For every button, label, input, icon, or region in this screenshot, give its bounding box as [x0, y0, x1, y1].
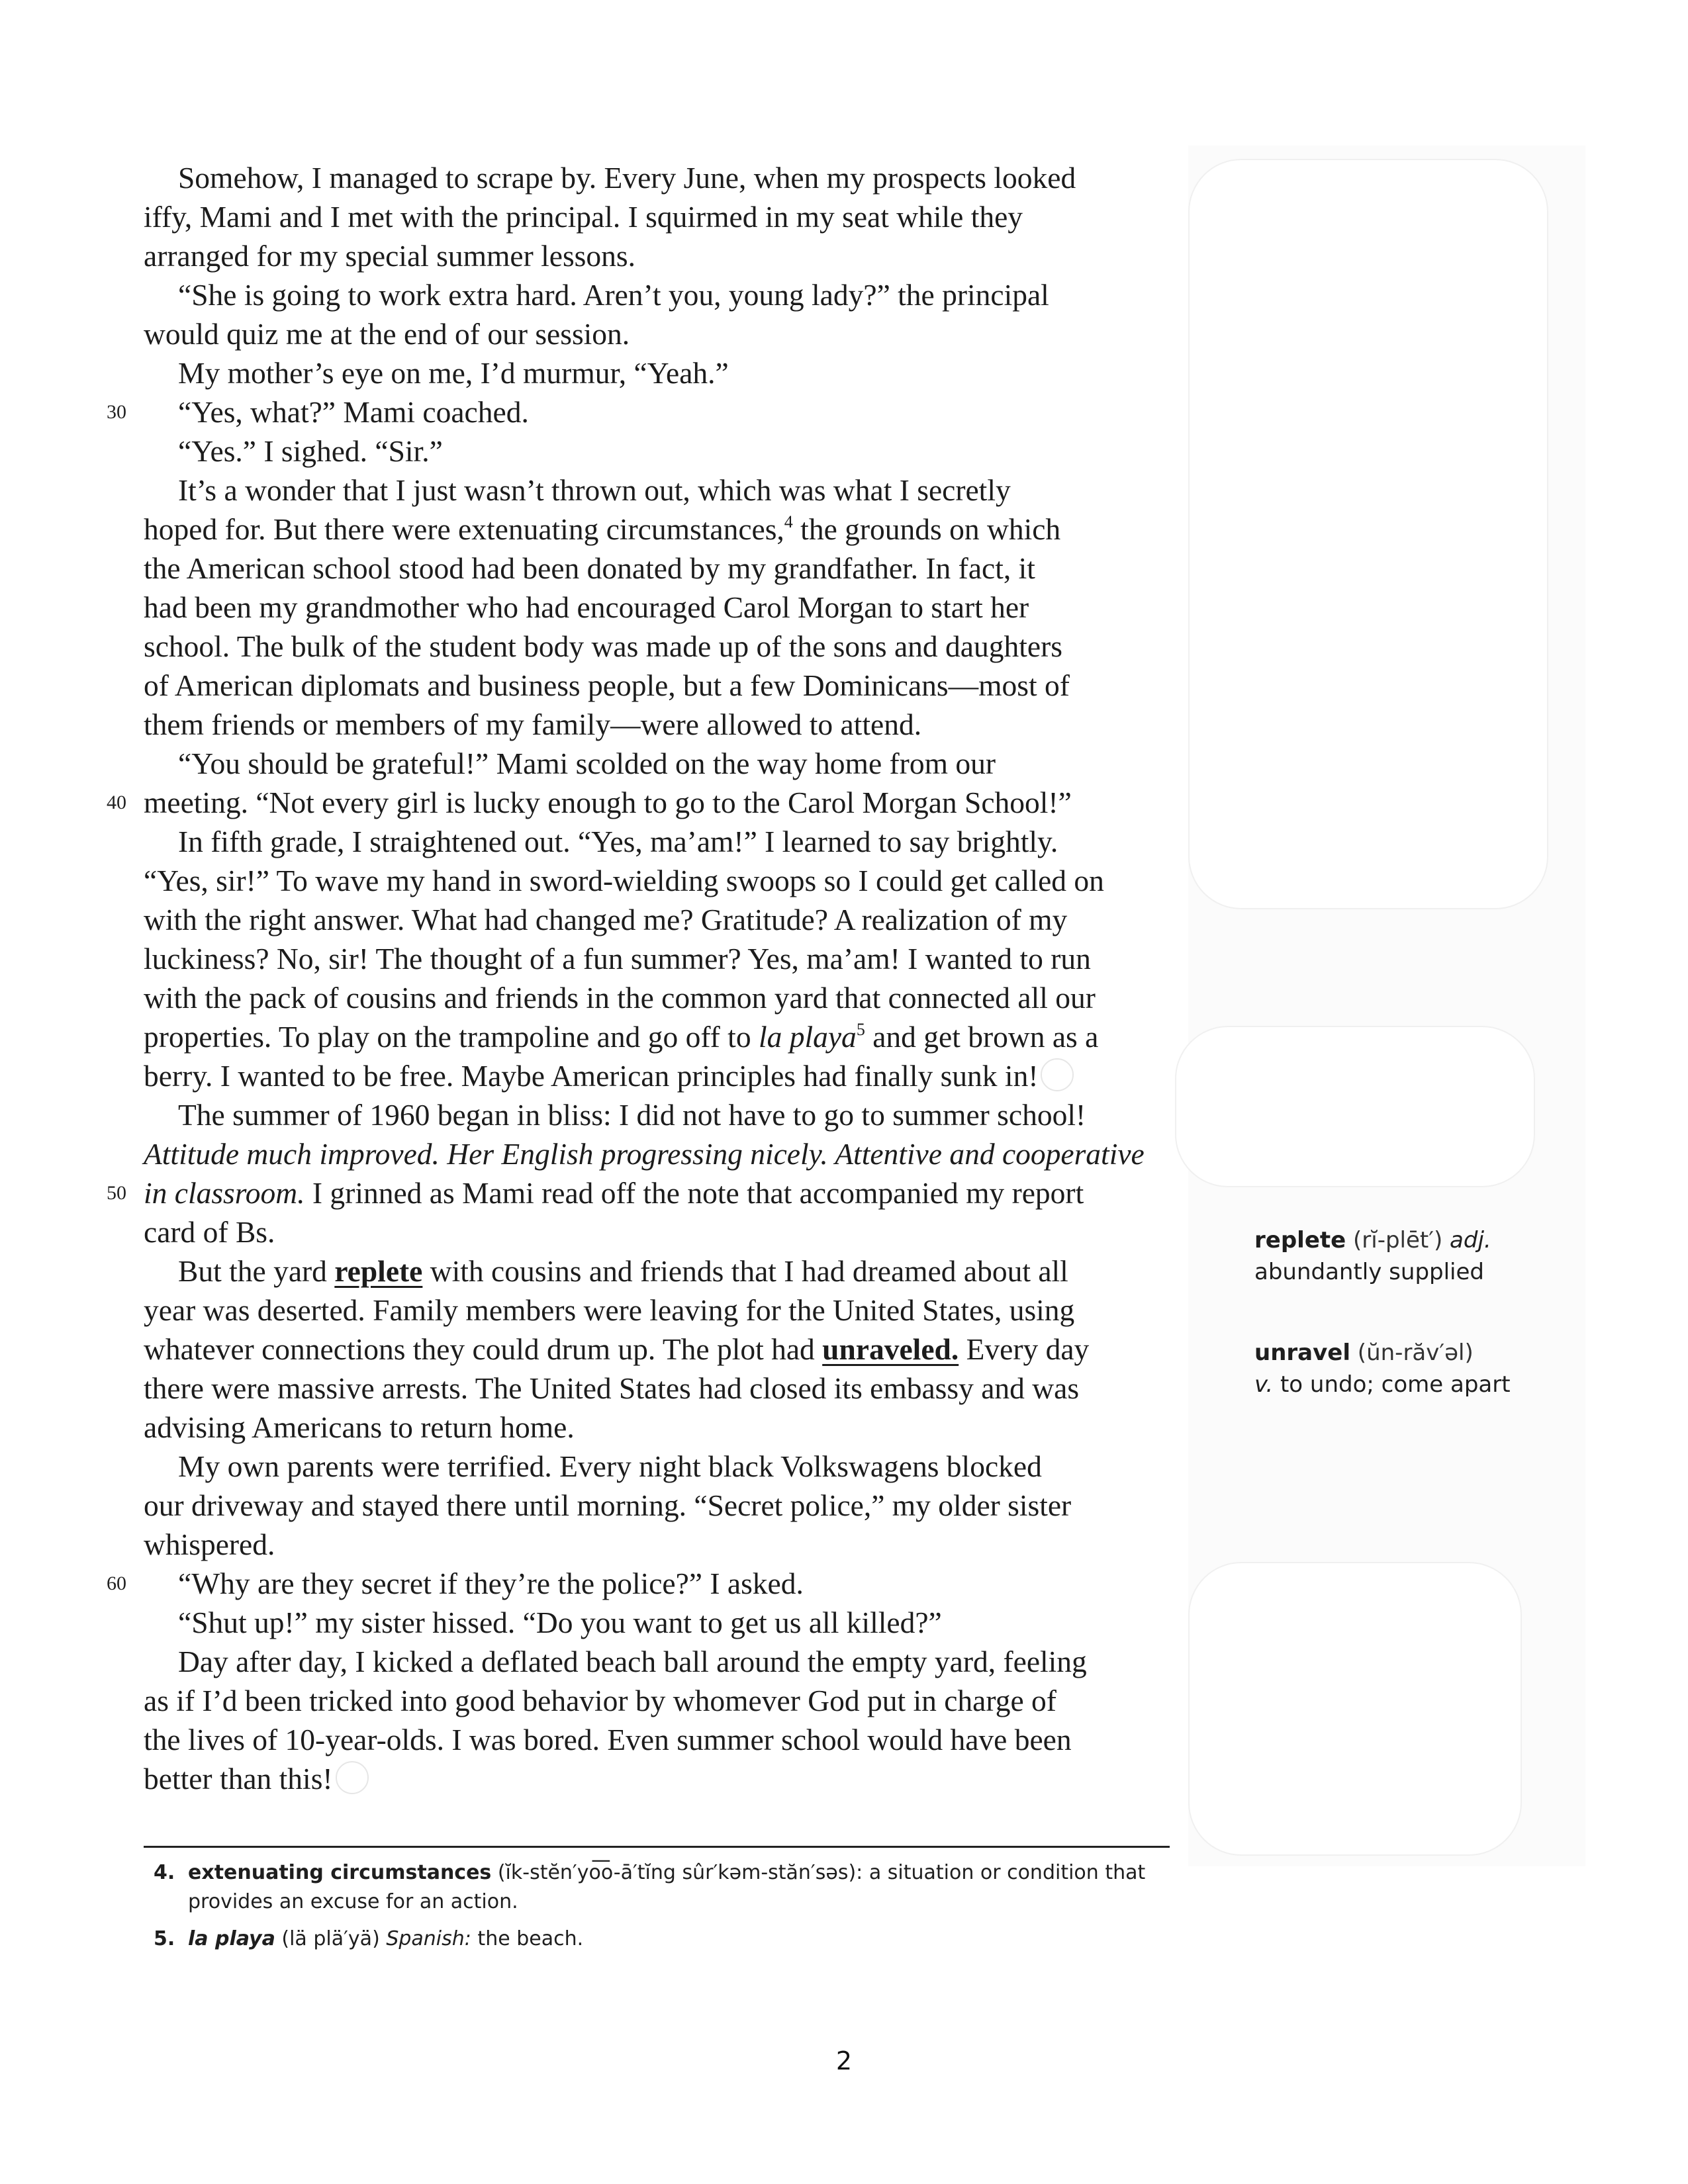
- footnote-ref[interactable]: 5: [856, 1020, 865, 1039]
- text-line: iffy, Mami and I met with the principal. I squirmed in my seat while they: [144, 200, 1023, 234]
- text-line: Somehow, I managed to scrape by. Every June, when my prospects looked: [178, 161, 1076, 195]
- text-line: berry. I wanted to be free. Maybe American principles had finally sunk in!: [144, 1056, 1176, 1095]
- text-line: card of Bs.: [144, 1215, 275, 1249]
- page-number: 2: [835, 2046, 853, 2075]
- vocab-gloss-replete: replete (rĭ-plēt′) adj. abundantly supplied: [1254, 1227, 1491, 1285]
- text-line: our driveway and stayed there until morning. “Secret police,” my older sister: [144, 1488, 1072, 1522]
- story-text: [107, 158, 1176, 1798]
- text-line: with the pack of cousins and friends in the common yard that connected all our: [144, 981, 1096, 1015]
- footnote-4: 4. extenuating circumstances (ĭk-stĕn′yo͞o-ā′tĭng sûr′kəm-stăn′səs): a situation or condition that provides an excuse for an action.: [154, 1861, 1146, 1913]
- end-of-section-icon: [336, 1761, 369, 1794]
- text-line: whatever connections they could drum up. The plot had unraveled. Every day: [144, 1332, 1090, 1366]
- footnote-5: 5. la playa (lä plä′yä) Spanish: the beach.: [154, 1927, 584, 1950]
- text-line: Attitude much improved. Her English progressing nicely. Attentive and cooperative: [144, 1137, 1145, 1171]
- text-line: “Shut up!” my sister hissed. “Do you want to get us all killed?”: [178, 1606, 942, 1639]
- text-line: 40 meeting. “Not every girl is lucky enough to go to the Carol Morgan School!”: [144, 783, 1176, 822]
- text-line: with the right answer. What had changed me? Gratitude? A realization of my: [144, 903, 1068, 936]
- text-line: luckiness? No, sir! The thought of a fun summer? Yes, ma’am! I wanted to run: [144, 942, 1091, 976]
- line-number: 30: [107, 401, 126, 423]
- text-line: 30 “Yes, what?” Mami coached.: [144, 392, 1176, 432]
- text-line: But the yard replete with cousins and friends that I had dreamed about all: [178, 1254, 1068, 1288]
- text-line: “Yes, sir!” To wave my hand in sword-wielding swoops so I could get called on: [144, 864, 1104, 897]
- margin-annotation-area: [1188, 146, 1585, 1866]
- text-line: advising Americans to return home.: [144, 1410, 575, 1444]
- text-line: “You should be grateful!” Mami scolded on the way home from our: [178, 747, 996, 780]
- text-line: It’s a wonder that I just wasn’t thrown out, which was what I secretly: [178, 473, 1011, 507]
- vocab-word-unraveled[interactable]: unraveled.: [822, 1332, 959, 1366]
- text-line: “She is going to work extra hard. Aren’t you, young lady?” the principal: [178, 278, 1049, 312]
- erased-annotation: [1188, 159, 1548, 909]
- text-line: had been my grandmother who had encouraged Carol Morgan to start her: [144, 590, 1029, 624]
- line-number: 60: [107, 1572, 126, 1594]
- text-line: there were massive arrests. The United States had closed its embassy and was: [144, 1371, 1080, 1405]
- footnotes: [154, 1858, 1173, 1962]
- text-line: them friends or members of my family—were allowed to attend.: [144, 707, 922, 741]
- text-line: arranged for my special summer lessons.: [144, 239, 635, 273]
- footnote-ref[interactable]: 4: [784, 512, 793, 531]
- text-line: better than this!: [144, 1759, 1176, 1798]
- text-line: The summer of 1960 began in bliss: I did not have to go to summer school!: [178, 1098, 1086, 1132]
- text-line: school. The bulk of the student body was made up of the sons and daughters: [144, 629, 1062, 663]
- text-line: properties. To play on the trampoline and go off to la playa$^5$ and get brown as a: [144, 1020, 1099, 1054]
- text-line: 50 in classroom. I grinned as Mami read off the note that accompanied my report: [144, 1173, 1176, 1212]
- text-line: year was deserted. Family members were leaving for the United States, using: [144, 1293, 1075, 1327]
- vocab-word-replete[interactable]: replete: [334, 1254, 423, 1288]
- text-line: as if I’d been tricked into good behavior by whomever God put in charge of: [144, 1684, 1056, 1717]
- erased-annotation: [1188, 1562, 1522, 1856]
- text-line: whispered.: [144, 1527, 275, 1561]
- vocab-gloss-unravel: unravel (ŭn-răv′əl) v. to undo; come apart: [1254, 1340, 1511, 1398]
- text-line: of American diplomats and business people, but a few Dominicans—most of: [144, 668, 1070, 702]
- erased-annotation: [1175, 1026, 1535, 1187]
- text-line: “Yes.” I sighed. “Sir.”: [178, 434, 443, 468]
- text-line: My mother’s eye on me, I’d murmur, “Yeah.”: [178, 356, 729, 390]
- text-line: 60 “Why are they secret if they’re the police?” I asked.: [144, 1564, 1176, 1603]
- text-line: My own parents were terrified. Every night black Volkswagens blocked: [178, 1449, 1042, 1483]
- text-line: Day after day, I kicked a deflated beach ball around the empty yard, feeling: [178, 1645, 1087, 1678]
- text-line: In fifth grade, I straightened out. “Yes, ma’am!” I learned to say brightly.: [178, 825, 1058, 858]
- end-of-section-icon: [1041, 1058, 1074, 1091]
- line-number: 50: [107, 1182, 126, 1204]
- line-number: 40: [107, 792, 126, 813]
- text-line: would quiz me at the end of our session.: [144, 317, 630, 351]
- text-line: the lives of 10-year-olds. I was bored. Even summer school would have been: [144, 1723, 1072, 1756]
- text-line: hoped for. But there were extenuating circumstances,$^4$ the grounds on which: [144, 512, 1061, 546]
- text-line: the American school stood had been donated by my grandfather. In fact, it: [144, 551, 1035, 585]
- footnote-divider: [144, 1846, 1170, 1848]
